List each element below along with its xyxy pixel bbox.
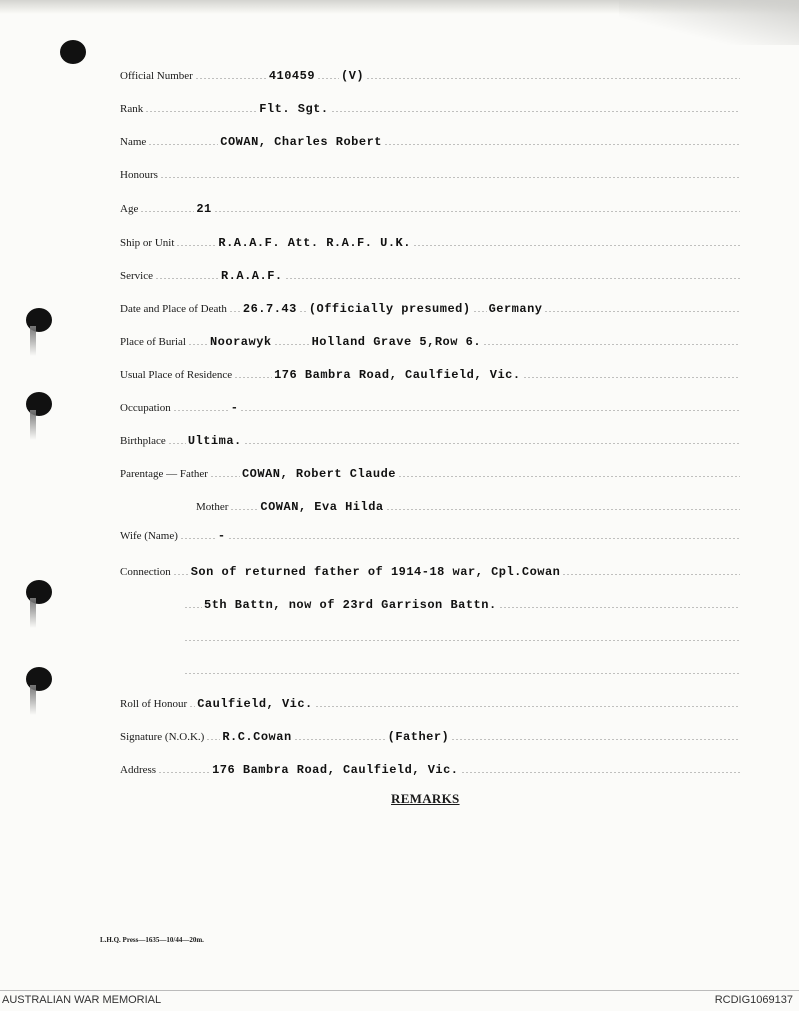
field-label: Age	[120, 203, 139, 215]
occupation-row	[120, 396, 742, 414]
remarks-heading: REMARKS	[391, 791, 460, 806]
field-label: Date and Place of Death	[120, 303, 227, 315]
blank-line	[182, 626, 742, 644]
occupation-value: -	[230, 401, 239, 415]
field-label: Address	[120, 764, 157, 776]
field-label: Occupation	[120, 402, 171, 414]
official-number-row	[120, 64, 742, 82]
official-number-value: 410459	[268, 69, 316, 83]
honours-row	[120, 163, 742, 181]
field-label: Birthplace	[120, 435, 166, 447]
connection-row-2	[182, 593, 742, 611]
rank-value: Flt. Sgt.	[259, 102, 329, 116]
field-label: Signature (N.O.K.)	[120, 731, 205, 743]
field-label: Ship or Unit	[120, 237, 175, 249]
father-value: COWAN, Robert Claude	[241, 467, 396, 481]
birthplace-value: Ultima.	[187, 434, 242, 448]
roll-of-honour-value: Caulfield, Vic.	[197, 697, 313, 711]
archive-credit: AUSTRALIAN WAR MEMORIAL	[2, 994, 162, 1006]
address-value: 176 Bambra Road, Caulfield, Vic.	[212, 763, 459, 777]
punch-hole	[60, 40, 86, 64]
service-row	[120, 264, 742, 282]
service-value: R.A.A.F.	[220, 269, 283, 283]
address-row	[120, 758, 742, 776]
punch-hole	[26, 667, 52, 691]
field-label: Place of Burial	[120, 336, 186, 348]
official-number-suffix: (V)	[341, 69, 365, 83]
field-label: Wife (Name)	[120, 530, 178, 542]
connection-row	[120, 560, 742, 578]
blank-line	[182, 659, 742, 677]
punch-hole	[26, 580, 52, 604]
burial-place-value: Noorawyk	[209, 335, 272, 349]
burial-row	[120, 330, 742, 348]
death-row	[120, 297, 742, 315]
wife-row	[120, 524, 742, 542]
age-value: 21	[196, 202, 212, 216]
residence-value: 176 Bambra Road, Caulfield, Vic.	[274, 368, 521, 382]
name-row	[120, 130, 742, 148]
ship-or-unit-row	[120, 231, 742, 249]
connection-line-1: Son of returned father of 1914-18 war, Cpl.Cowan	[190, 565, 561, 579]
field-label: Rank	[120, 103, 144, 115]
punch-hole	[26, 308, 52, 332]
mother-row	[196, 495, 742, 513]
scan-corner-shadow	[619, 0, 799, 45]
rank-row	[120, 97, 742, 115]
punch-hole	[26, 392, 52, 416]
field-label: Usual Place of Residence	[120, 369, 233, 381]
death-place-value: Germany	[488, 302, 543, 316]
mother-value: COWAN, Eva Hilda	[260, 500, 384, 514]
footer-divider	[0, 990, 799, 991]
death-date-value: 26.7.43	[242, 302, 297, 316]
signature-row	[120, 725, 742, 743]
ship-or-unit-value: R.A.A.F. Att. R.A.F. U.K.	[218, 236, 411, 250]
father-row	[120, 462, 742, 480]
field-label: Service	[120, 270, 153, 282]
roll-of-honour-row	[120, 692, 742, 710]
signature-relation: (Father)	[387, 730, 450, 744]
age-row	[120, 197, 742, 215]
field-label: Connection	[120, 566, 171, 578]
field-label: Roll of Honour	[120, 698, 188, 710]
archive-reference: RCDIG1069137	[714, 994, 793, 1006]
field-label: Official Number	[120, 70, 193, 82]
birthplace-row	[120, 429, 742, 447]
wife-value: -	[217, 529, 226, 543]
death-note-value: (Officially presumed)	[308, 302, 471, 316]
burial-detail-value: Holland Grave 5,Row 6.	[311, 335, 482, 349]
signature-value: R.C.Cowan	[222, 730, 292, 744]
printer-imprint: L.H.Q. Press—1635—10/44—20m.	[100, 936, 204, 944]
field-label: Mother	[196, 501, 229, 513]
field-label: Name	[120, 136, 147, 148]
connection-line-2: 5th Battn, now of 23rd Garrison Battn.	[204, 598, 497, 612]
field-label: Parentage — Father	[120, 468, 208, 480]
name-value: COWAN, Charles Robert	[220, 135, 382, 149]
residence-row	[120, 363, 742, 381]
field-label: Honours	[120, 169, 158, 181]
